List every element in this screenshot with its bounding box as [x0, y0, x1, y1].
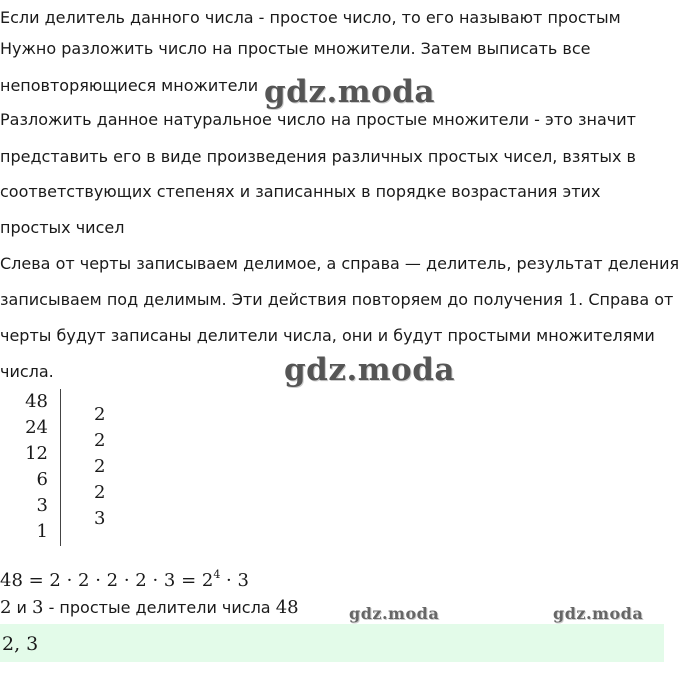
equation-exponent: 4 — [213, 568, 221, 581]
watermark: gdz.moda — [553, 604, 644, 623]
dividend: 12 — [25, 443, 48, 464]
equation-right: · 3 — [220, 570, 249, 591]
text-line-3: неповторяющиеся множители — [0, 76, 259, 95]
dividend: 48 — [25, 391, 48, 412]
text-line-9 — [0, 290, 673, 310]
text-line-6: соответствующих степенях и записанных в порядке возрастания этих — [0, 182, 601, 201]
watermark: gdz.moda — [349, 604, 440, 623]
factorization-equation — [0, 564, 249, 592]
math-48: 48 — [275, 597, 299, 618]
watermark: gdz.moda — [284, 352, 455, 388]
dividend: 3 — [36, 495, 48, 516]
dividends-column — [10, 389, 48, 545]
conclusion-line — [0, 598, 299, 618]
text-line-7: простых чисел — [0, 218, 125, 237]
divisor: 3 — [94, 508, 106, 529]
division-line — [60, 389, 61, 546]
watermark: gdz.moda — [264, 74, 435, 110]
divisor: 2 — [94, 456, 106, 477]
dividend: 1 — [36, 521, 48, 542]
text-line-10: черты будут записаны делители числа, они и будут простыми множителями — [0, 326, 655, 345]
math-two: 2 — [0, 597, 12, 618]
math-one: 1 — [567, 290, 579, 309]
math-three: 3 — [32, 597, 44, 618]
divisor: 2 — [94, 482, 106, 503]
divisors-column — [94, 402, 114, 532]
text-line-1: Если делитель данного числа - простое число, то его называют простым — [0, 8, 621, 27]
text-fragment: и — [11, 598, 33, 617]
text-fragment: записываем под делимым. Эти действия повторяем до получения — [0, 290, 568, 309]
answer-box — [0, 624, 664, 662]
equation-left: 48 = 2 · 2 · 2 · 2 · 3 = 2 — [0, 570, 214, 591]
answer-value: 2, 3 — [2, 633, 39, 655]
text-line-4: Разложить данное натуральное число на простые множители - это значит — [0, 110, 636, 129]
divisor: 2 — [94, 404, 106, 425]
text-fragment: - простые делители числа — [43, 598, 276, 617]
text-line-11: числа. — [0, 362, 54, 381]
text-line-2: Нужно разложить число на простые множители. Затем выписать все — [0, 39, 591, 58]
text-line-8: Слева от черты записываем делимое, а справа — делитель, результат деления — [0, 254, 680, 273]
dividend: 6 — [36, 469, 48, 490]
divisor: 2 — [94, 430, 106, 451]
text-fragment: . Справа от — [578, 290, 674, 309]
dividend: 24 — [25, 417, 48, 438]
text-line-5: представить его в виде произведения различных простых чисел, взятых в — [0, 147, 636, 166]
